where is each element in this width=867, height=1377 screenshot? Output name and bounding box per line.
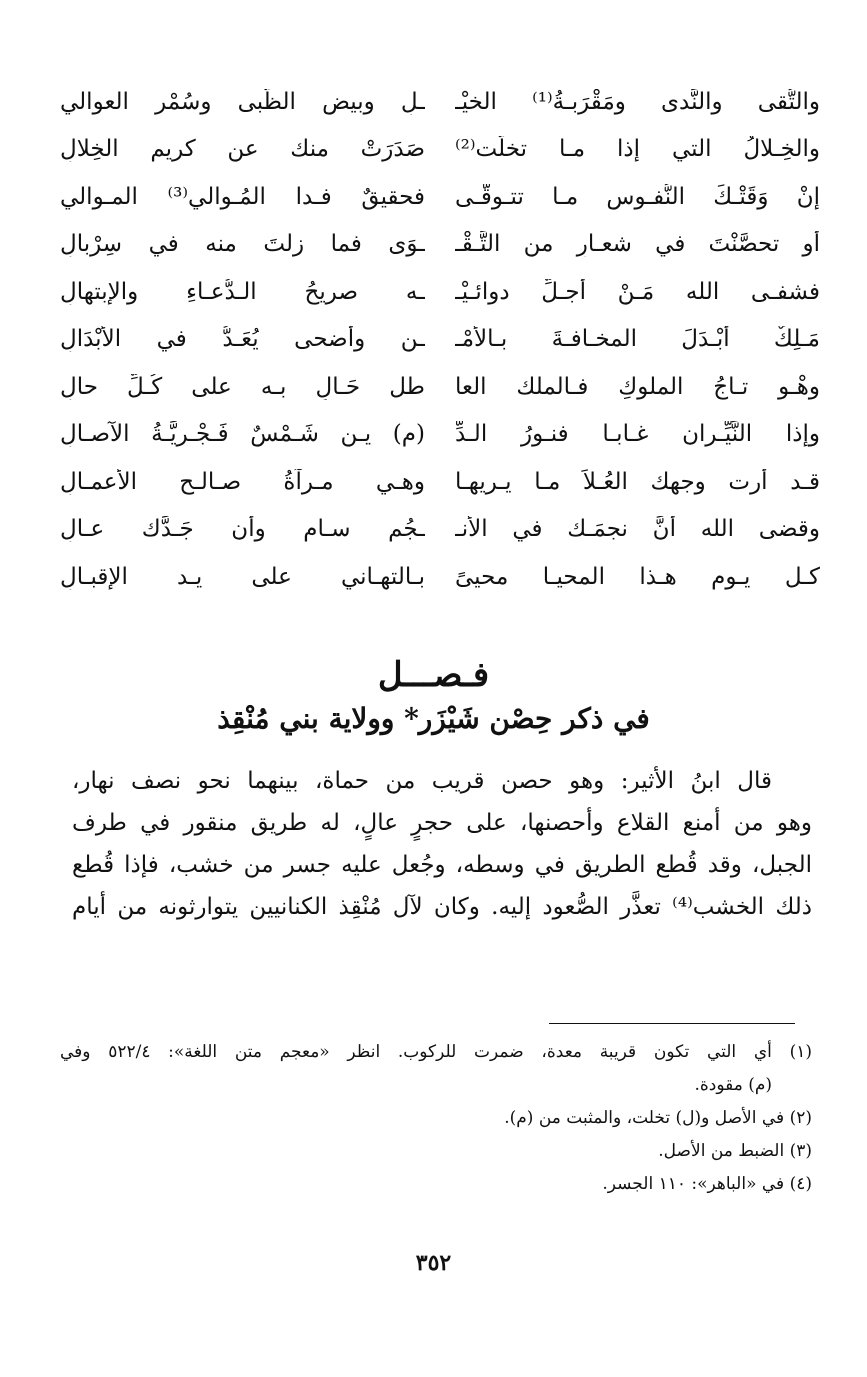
verse-second-hemistich: فحقيقٌ فـدا المُـوالي⁽³⁾ المـوالي [60,183,425,210]
verse-first-hemistich: والتُّقى والنَّدى ومَقْرَبـةُ⁽¹⁾ الخيْـ [455,88,820,115]
footnote-1-continuation: (م) مقودة. [694,1075,772,1095]
verse-first-hemistich: وهْـو تـاجُ الملوكِ فـالملك العا [455,373,820,400]
verse-row [60,221,820,269]
footnote-divider [549,1023,795,1024]
prose-paragraph [72,760,812,928]
verse-row [60,126,820,174]
poem-block [60,78,820,601]
verse-row [60,316,820,364]
verse-first-hemistich: والخِـلالُ التي إذا مـا تخلَّت⁽²⁾ [455,136,820,163]
verse-second-hemistich: ـنِ وأضحى يُعَـدُّ في الأبْدَالِ [60,326,425,353]
prose-line: وهو من أمنع القلاع وأحصنها، على حجرٍ عالٍ، له طريق منقور في طرف [72,810,812,836]
verse-row [60,553,820,601]
verse-first-hemistich: وقضى الله أنَّ نجمَـك في الأنـ [455,516,820,543]
verse-second-hemistich: طل حَـالٍ بـه على كُـلِّ حالِ [60,373,425,400]
verse-second-hemistich: صَدَرَتْ منك عن كريم الخِلالِ [60,136,425,163]
verse-second-hemistich: (م) يـن شَـمْسٌ فَـجْـرِيَّـةُ الآصـالِ [60,421,425,448]
footnote-2: (٢) في الأصل و(ل) تخلت، والمثبت من (م). [504,1108,812,1128]
verse-first-hemistich: فشفـى الله مَـنْ أجـلِّ دوائـيْـ [455,278,820,305]
verse-first-hemistich: وإذا النَّيِّـران غـابـا فنـورُ الـدِّ [455,421,820,448]
section-heading [0,652,867,740]
verse-row [60,506,820,554]
verse-second-hemistich: بـالتهـاني على يـد الإقبـالِ [60,563,425,590]
verse-first-hemistich: كـل يـوم هـذا المحيـا محيىً [455,563,820,590]
verse-second-hemistich: وهـي مـرآةُ صـالـحِ الأعمـالِ [60,468,425,495]
verse-first-hemistich: إنْ وَقَتْـكَ النُّفـوس مـا تتـوقَّـى [455,183,820,210]
prose-line: الجبل، وقد قُطع الطريق في وسطه، وجُعل عليه جسر من خشب، فإذا قُطع [72,852,812,878]
section-subtitle: في ذكر حِصْن شَيْزَر* وولاية بني مُنْقِذ [217,702,650,735]
section-title: فـصـــل [377,655,490,695]
verse-first-hemistich: قـد أرت وجهك العُـلاَ مـا يـريهـا [455,468,820,495]
verse-second-hemistich: ـه صريحُ الـدُّعـاءِ والإبتهالِ [60,278,425,305]
page-number: ٣٥٢ [415,1250,452,1276]
verse-row [60,268,820,316]
footnote-3: (٣) الضبط من الأصل. [658,1141,812,1161]
verse-second-hemistich: ـجُم سـامٍ وأن جَـدَّك عـالِ [60,516,425,543]
verse-second-hemistich: ـلِ وبيض الظُّبى وسُمْر العوالي [60,88,425,115]
verse-second-hemistich: ـوَى فما زلتَ منه في سِرْبالِ [60,231,425,258]
verse-row [60,363,820,411]
verse-row [60,458,820,506]
verse-first-hemistich: أو تحصَّنْتَ في شعـارٍ من التَّـقْـ [455,231,820,258]
prose-line: قال ابنُ الأثير: وهو حصن قريب من حماة، بينهما نحو نصف نهار، [72,768,772,794]
verse-row [60,78,820,126]
verse-row [60,173,820,221]
footnote-4: (٤) في «الباهر»: ١١٠ الجسر. [602,1174,812,1194]
verse-first-hemistich: مَـلِكٌ أبْـدَلَ المخـافـةَ بـالأمْـ [455,326,820,353]
verse-row [60,411,820,459]
prose-line: ذلك الخشب⁽⁴⁾ تعذَّر الصُّعود إليه. وكان لآل مُنْقِذ الكنانيين يتوارثونه من أيام [72,894,812,920]
footnote-1: (١) أي التي تكون قريبة معدة، ضمرت للركوب. انظر «معجم متن اللغة»: ٥٢٢/٤ وفي [60,1042,812,1062]
footnotes [60,1036,812,1201]
